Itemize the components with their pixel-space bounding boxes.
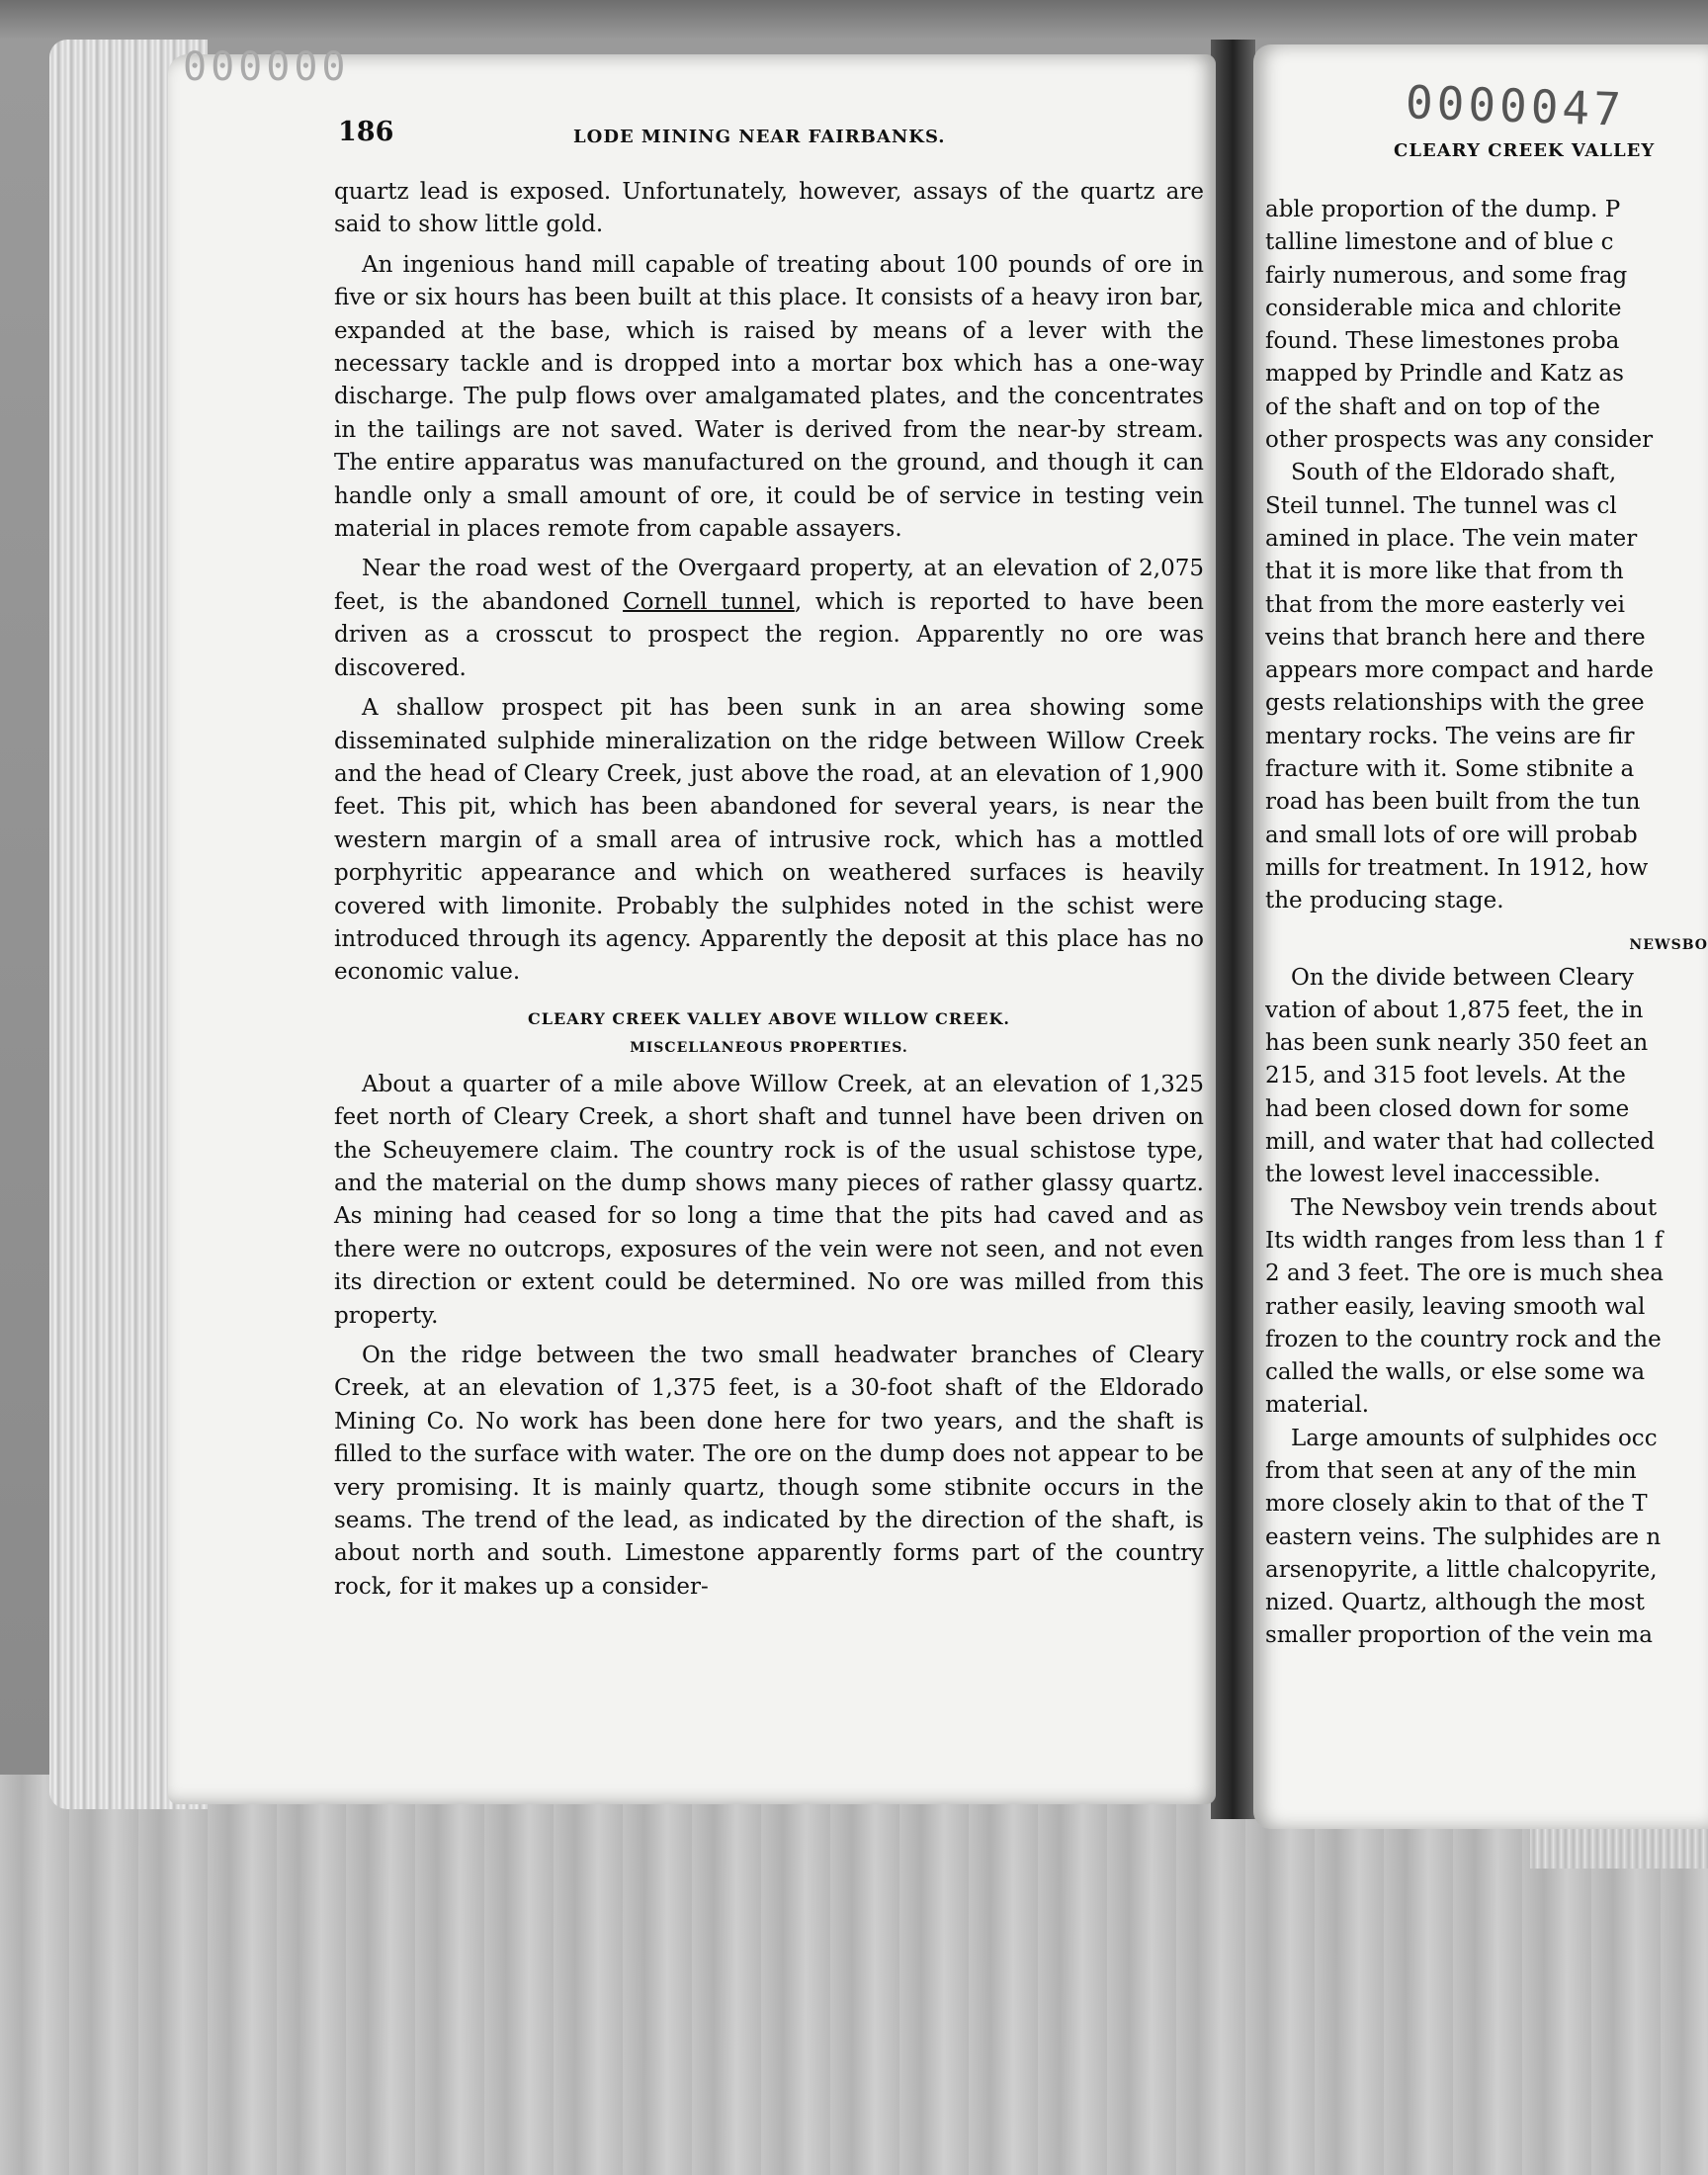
text-line: On the divide between Cleary [1291, 964, 1634, 991]
text-line: the producing stage. [1265, 888, 1504, 914]
text-line: able proportion of the dump. P [1265, 197, 1621, 222]
scanner-bed-blur [0, 1775, 1708, 2175]
text-line: from that seen at any of the min [1265, 1457, 1637, 1484]
paragraph [334, 553, 1204, 685]
text-line: Large amounts of sulphides occ [1291, 1425, 1658, 1451]
paragraph: quartz lead is exposed. Unfortunately, however, assays of the quartz are said to show little gold. [334, 179, 1204, 238]
bates-number-stamp: 0000047 [1405, 75, 1626, 136]
text-line: rather easily, leaving smooth wal [1265, 1293, 1646, 1320]
page-number: 186 [338, 117, 394, 147]
text-line: mapped by Prindle and Katz as [1265, 361, 1624, 388]
book-spine-shadow [1211, 40, 1255, 1819]
text-line: eastern veins. The sulphides are n [1265, 1523, 1662, 1550]
text-line: that from the more easterly vei [1265, 591, 1625, 618]
section-heading-right: NEWSBO [1629, 936, 1708, 953]
text-line: considerable mica and chlorite [1265, 295, 1622, 321]
text-line: and small lots of ore will probab [1265, 822, 1638, 848]
paragraph-text: Near the road west of the Overgaard property, at an elevation of 2,075 feet, is the abandoned [334, 556, 1204, 615]
text-line: 2 and 3 feet. The ore is much shea [1265, 1261, 1664, 1287]
text-line: vation of about 1,875 feet, the in [1265, 997, 1644, 1023]
faint-bates-stamp: 000000 [183, 44, 350, 90]
text-line: has been sunk nearly 350 feet an [1265, 1030, 1649, 1057]
text-line: the lowest level inaccessible. [1265, 1162, 1601, 1188]
text-line: South of the Eldorado shaft, [1291, 460, 1617, 486]
underlined-text: Cornell tunnel [623, 588, 795, 615]
text-line: road has been built from the tun [1265, 789, 1641, 816]
text-line: that it is more like that from th [1265, 559, 1624, 585]
text-line: fracture with it. Some stibnite a [1265, 756, 1635, 783]
text-line: 215, and 315 foot levels. At the [1265, 1063, 1626, 1089]
text-line: amined in place. The vein mater [1265, 525, 1638, 552]
text-line: mill, and water that had collected [1265, 1129, 1656, 1156]
text-line: found. These limestones proba [1265, 328, 1620, 355]
text-line: material. [1265, 1392, 1370, 1419]
text-line: appears more compact and harde [1265, 657, 1654, 684]
text-line: gests relationships with the gree [1265, 690, 1645, 717]
section-heading: CLEARY CREEK VALLEY ABOVE WILLOW CREEK. [528, 1008, 1010, 1028]
running-head-right: CLEARY CREEK VALLEY [1394, 140, 1656, 161]
paragraph: A shallow prospect pit has been sunk in an area showing some disseminated sulphide mineralization on the ridge between Willow Creek and the head of Cleary Creek, just above the road, at an elevation of 1,900 feet. This pit, which has been abandoned for several years, is near the western margin of a small area of intrusive rock, which has a mottled porphyritic appearance and which on weathered surfaces is heavily covered with limonite. Probably the sulphides noted in the schist were introduced through its agency. Apparently the deposit at this place has no economic value. [334, 695, 1204, 986]
text-line: called the walls, or else some wa [1265, 1359, 1646, 1386]
paragraph: About a quarter of a mile above Willow Creek, at an elevation of 1,325 feet north of Cleary Creek, a short shaft and tunnel have been driven on the Scheuyemere claim. The country rock is of the usual schistose type, and the material on the dump shows many pieces of rather glassy quartz. As mining had ceased for so long a time that the pits had caved and as there were no outcrops, exposures of the vein were not seen, and not even its direction or extent could be determined. No ore was milled from this property. [334, 1071, 1204, 1329]
text-line: arsenopyrite, a little chalcopyrite, [1265, 1556, 1658, 1583]
text-line: had been closed down for some [1265, 1095, 1630, 1122]
paragraph: An ingenious hand mill capable of treating about 100 pounds of ore in five or six hours has been built at this place. It consists of a heavy iron bar, expanded at the base, which is raised by means of a lever with the necessary tackle and is dropped into a mortar box which has a one-way discharge. The pulp flows over amalgamated plates, and the concentrates in the tailings are not saved. Water is derived from the near-by stream. The entire apparatus was manufactured on the ground, and though it can handle only a small amount of ore, it could be of service in testing vein material in places remote from capable assayers. [334, 251, 1204, 543]
subsection-heading: MISCELLANEOUS PROPERTIES. [630, 1039, 908, 1056]
text-line: talline limestone and of blue c [1265, 229, 1614, 256]
text-line: other prospects was any consider [1265, 427, 1654, 454]
text-line: mills for treatment. In 1912, how [1265, 854, 1649, 881]
running-head-left: LODE MINING NEAR FAIRBANKS. [573, 127, 946, 147]
text-line: more closely akin to that of the T [1265, 1491, 1648, 1518]
text-line: fairly numerous, and some frag [1265, 262, 1628, 289]
paragraph-text: , which is reported to have been driven as a crosscut to prospect the region. Apparently no ore was discovered. [334, 588, 1204, 681]
text-line: Steil tunnel. The tunnel was cl [1265, 492, 1617, 519]
text-line: smaller proportion of the vein ma [1265, 1622, 1653, 1649]
text-line: The Newsboy vein trends about [1291, 1194, 1658, 1221]
text-line: nized. Quartz, although the most [1265, 1590, 1645, 1616]
text-line: frozen to the country rock and the [1265, 1326, 1662, 1352]
text-line: of the shaft and on top of the [1265, 393, 1601, 420]
text-line: Its width ranges from less than 1 f [1265, 1227, 1664, 1254]
right-page-text [1265, 194, 1708, 1653]
paragraph: On the ridge between the two small headwater branches of Cleary Creek, at an elevation of 1,375 feet, is a 30-foot shaft of the Eldorado Mining Co. No work has been done here for two years, and the shaft is filled to the surface with water. The ore on the dump does not appear to be very promising. It is mainly quartz, though some stibnite occurs in the seams. The trend of the lead, as indicated by the direction of the shaft, is about north and south. Limestone apparently forms part of the country rock, for it makes up a consider- [334, 1343, 1204, 1600]
left-page-text [334, 176, 1204, 1610]
text-line: veins that branch here and there [1265, 624, 1646, 651]
text-line: mentary rocks. The veins are fir [1265, 723, 1635, 749]
